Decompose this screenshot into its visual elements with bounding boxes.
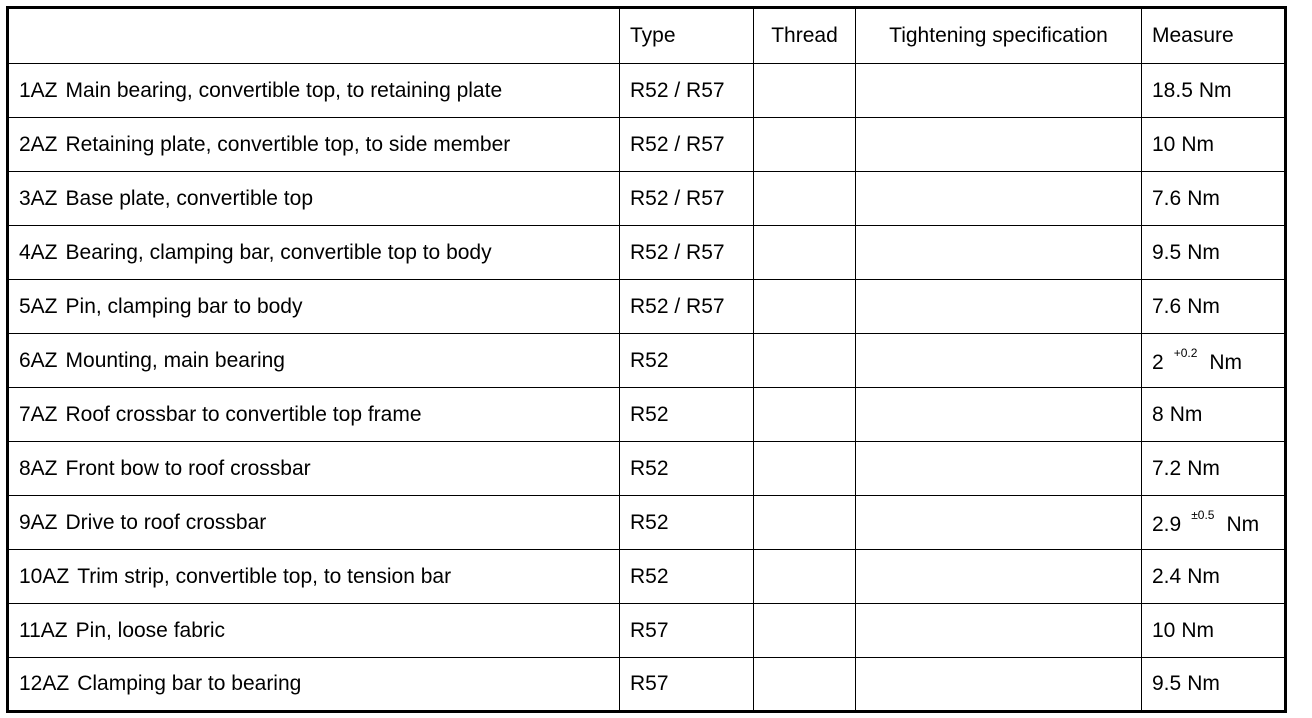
- item-description: Roof crossbar to convertible top frame: [65, 402, 422, 426]
- type-cell: R52: [620, 442, 754, 496]
- table-row: [8, 550, 1286, 604]
- item-description: Clamping bar to bearing: [77, 672, 302, 695]
- header-measure: Measure: [1142, 8, 1286, 64]
- thread-cell: [754, 442, 856, 496]
- description-cell: [8, 64, 620, 118]
- measure-value: 10: [1152, 618, 1176, 642]
- item-description: Pin, clamping bar to body: [65, 294, 303, 318]
- measure-value: 7.6: [1152, 294, 1182, 318]
- measure-value: 2.9: [1152, 513, 1182, 536]
- measure-cell: [1142, 64, 1286, 118]
- measure-cell: [1142, 442, 1286, 496]
- table-row: [8, 280, 1286, 334]
- measure-value: 2.4: [1152, 564, 1182, 588]
- type-cell: R52 / R57: [620, 118, 754, 172]
- item-id: 7AZ: [19, 402, 58, 426]
- measure-unit: Nm: [1169, 402, 1203, 426]
- measure-cell: [1142, 658, 1286, 712]
- measure-unit: Nm: [1198, 78, 1232, 102]
- type-cell: R52 / R57: [620, 226, 754, 280]
- measure-value: 9.5: [1152, 240, 1182, 264]
- measure-cell: [1142, 550, 1286, 604]
- table-row: [8, 334, 1286, 388]
- item-id: 12AZ: [19, 672, 70, 695]
- thread-cell: [754, 334, 856, 388]
- description-cell: [8, 550, 620, 604]
- item-description: Trim strip, convertible top, to tension bar: [77, 564, 452, 588]
- spec-cell: [856, 64, 1142, 118]
- type-cell: R57: [620, 658, 754, 712]
- table-row: [8, 496, 1286, 550]
- description-cell: [8, 658, 620, 712]
- type-cell: R52 / R57: [620, 172, 754, 226]
- item-id: 5AZ: [19, 294, 58, 318]
- thread-cell: [754, 604, 856, 658]
- measure-cell: [1142, 604, 1286, 658]
- measure-cell: [1142, 118, 1286, 172]
- spec-cell: [856, 388, 1142, 442]
- table-row: [8, 226, 1286, 280]
- header-tightening-specification: Tightening specification: [856, 8, 1142, 64]
- item-id: 8AZ: [19, 456, 58, 480]
- thread-cell: [754, 172, 856, 226]
- spec-cell: [856, 604, 1142, 658]
- item-description: Front bow to roof crossbar: [65, 456, 311, 480]
- thread-cell: [754, 550, 856, 604]
- item-description: Mounting, main bearing: [65, 348, 285, 372]
- item-description: Main bearing, convertible top, to retaining plate: [65, 78, 503, 102]
- measure-unit: Nm: [1187, 294, 1220, 318]
- measure-unit: Nm: [1187, 186, 1220, 210]
- measure-cell: [1142, 226, 1286, 280]
- measure-cell: [1142, 172, 1286, 226]
- header-description: [8, 8, 620, 64]
- item-id: 11AZ: [19, 618, 68, 642]
- measure-value: 18.5: [1152, 78, 1193, 102]
- item-id: 3AZ: [19, 186, 58, 210]
- spec-cell: [856, 226, 1142, 280]
- spec-cell: [856, 172, 1142, 226]
- measure-value: 8: [1152, 402, 1164, 426]
- table-row: [8, 604, 1286, 658]
- thread-cell: [754, 658, 856, 712]
- table-header-row: [8, 8, 1286, 64]
- item-description: Retaining plate, convertible top, to side member: [65, 132, 511, 156]
- thread-cell: [754, 64, 856, 118]
- item-description: Drive to roof crossbar: [65, 510, 267, 534]
- measure-tolerance: +0.2: [1173, 346, 1198, 360]
- type-cell: R52 / R57: [620, 280, 754, 334]
- item-id: 4AZ: [19, 240, 58, 264]
- description-cell: [8, 226, 620, 280]
- table-row: [8, 658, 1286, 712]
- thread-cell: [754, 280, 856, 334]
- measure-unit: Nm: [1226, 513, 1260, 536]
- type-cell: R52: [620, 388, 754, 442]
- description-cell: [8, 334, 620, 388]
- measure-cell: [1142, 496, 1286, 550]
- measure-value: 9.5: [1152, 672, 1182, 695]
- item-id: 1AZ: [19, 78, 58, 102]
- spec-cell: [856, 442, 1142, 496]
- measure-value: 7.2: [1152, 456, 1182, 480]
- spec-cell: [856, 118, 1142, 172]
- item-description: Base plate, convertible top: [65, 186, 314, 210]
- measure-unit: Nm: [1187, 672, 1220, 695]
- measure-value: 2: [1152, 351, 1164, 374]
- measure-tolerance: ±0.5: [1191, 508, 1215, 522]
- type-cell: R52: [620, 496, 754, 550]
- tightening-torque-table: [6, 6, 1287, 713]
- spec-cell: [856, 496, 1142, 550]
- header-thread: Thread: [754, 8, 856, 64]
- table-row: [8, 118, 1286, 172]
- item-id: 6AZ: [19, 348, 58, 372]
- item-description: Pin, loose fabric: [75, 618, 226, 642]
- spec-cell: [856, 550, 1142, 604]
- measure-cell: [1142, 280, 1286, 334]
- table-body: [8, 64, 1286, 712]
- item-id: 2AZ: [19, 132, 58, 156]
- description-cell: [8, 604, 620, 658]
- description-cell: [8, 172, 620, 226]
- measure-value: 7.6: [1152, 186, 1182, 210]
- measure-unit: Nm: [1187, 240, 1220, 264]
- thread-cell: [754, 388, 856, 442]
- item-id: 10AZ: [19, 564, 70, 588]
- header-type: Type: [620, 8, 754, 64]
- measure-unit: Nm: [1181, 618, 1215, 642]
- measure-unit: Nm: [1181, 132, 1215, 156]
- measure-value: 10: [1152, 132, 1176, 156]
- description-cell: [8, 280, 620, 334]
- measure-unit: Nm: [1209, 351, 1243, 374]
- spec-cell: [856, 280, 1142, 334]
- table-row: [8, 64, 1286, 118]
- item-description: Bearing, clamping bar, convertible top to body: [65, 240, 492, 264]
- description-cell: [8, 388, 620, 442]
- description-cell: [8, 118, 620, 172]
- thread-cell: [754, 118, 856, 172]
- table-row: [8, 388, 1286, 442]
- measure-cell: [1142, 334, 1286, 388]
- spec-cell: [856, 658, 1142, 712]
- type-cell: R52: [620, 334, 754, 388]
- table-row: [8, 442, 1286, 496]
- description-cell: [8, 496, 620, 550]
- table-row: [8, 172, 1286, 226]
- type-cell: R52: [620, 550, 754, 604]
- measure-cell: [1142, 388, 1286, 442]
- item-id: 9AZ: [19, 510, 58, 534]
- measure-unit: Nm: [1187, 564, 1220, 588]
- description-cell: [8, 442, 620, 496]
- type-cell: R52 / R57: [620, 64, 754, 118]
- thread-cell: [754, 226, 856, 280]
- spec-cell: [856, 334, 1142, 388]
- thread-cell: [754, 496, 856, 550]
- type-cell: R57: [620, 604, 754, 658]
- measure-unit: Nm: [1187, 456, 1220, 480]
